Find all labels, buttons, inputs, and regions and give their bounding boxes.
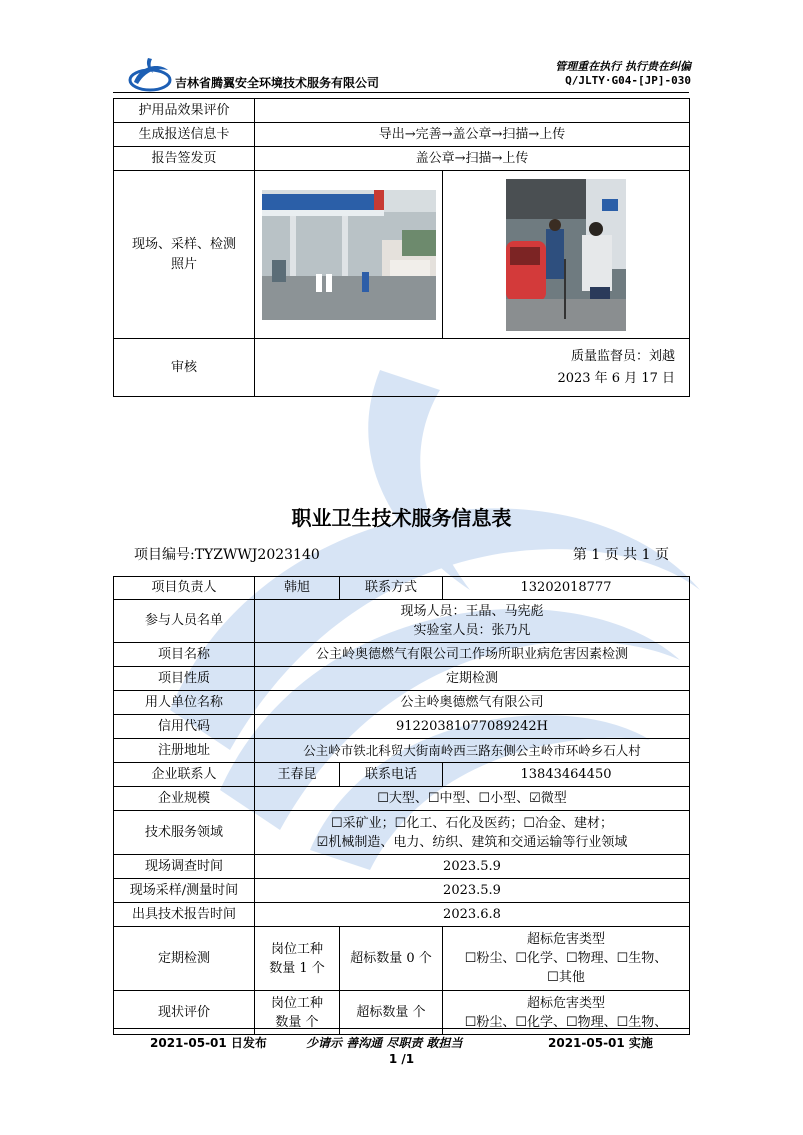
leader-value: 韩旭 — [255, 577, 340, 600]
project-nature-label: 项目性质 — [114, 667, 255, 691]
participants-label: 参与人员名单 — [114, 600, 255, 643]
address-label: 注册地址 — [114, 739, 255, 763]
scale-value: ☐大型、☐中型、☐小型、☑微型 — [255, 787, 690, 811]
sampling-time-value: 2023.5.9 — [255, 879, 690, 903]
table-row — [114, 147, 690, 171]
leader-label: 项目负责人 — [114, 577, 255, 600]
contact-label: 联系方式 — [340, 577, 443, 600]
photos-label — [114, 171, 255, 339]
table-row — [114, 691, 690, 715]
row-value: 盖公章→扫描→上传 — [255, 147, 690, 171]
status-posts-line-2: 数量 个 — [275, 1014, 319, 1030]
photos-row — [114, 171, 690, 339]
employer-label: 用人单位名称 — [114, 691, 255, 715]
field-staff: 现场人员：王晶、马宪彪 — [400, 604, 544, 619]
table-row — [114, 123, 690, 147]
table-row — [114, 667, 690, 691]
domain-line-2: ☑机械制造、电力、纺织、建筑和交通运输等行业领域 — [316, 834, 628, 850]
audit-label: 审核 — [114, 339, 255, 397]
row-value: 导出→完善→盖公章→扫描→上传 — [255, 123, 690, 147]
workflow-table — [113, 98, 690, 397]
table-row — [114, 811, 690, 855]
periodic-hazard-title: 超标危害类型 — [526, 932, 605, 947]
header-divider — [113, 92, 689, 93]
project-number: 项目编号:TYZWWJ2023140 — [134, 547, 320, 563]
footer-divider — [113, 1028, 689, 1029]
domain-label: 技术服务领域 — [114, 811, 255, 855]
audit-info — [255, 339, 690, 397]
row-label: 生成报送信息卡 — [114, 123, 255, 147]
credit-code-value: 91220381077089242H — [255, 715, 690, 739]
sampling-photo — [506, 179, 626, 331]
table-row — [114, 715, 690, 739]
form-title: 职业卫生技术服务信息表 — [291, 506, 512, 530]
status-hazard-title: 超标危害类型 — [526, 995, 605, 1011]
report-time-value: 2023.6.8 — [255, 903, 690, 927]
publish-date: 2021-05-01 日发布 — [150, 1036, 267, 1050]
photos-label-text: 现场、采样、检测照片 — [131, 236, 236, 272]
enterprise-contact-value: 王春昆 — [255, 763, 340, 787]
audit-date: 2023 年 6 月 17 日 — [557, 370, 675, 386]
address-value: 公主岭市铁北科贸大街南岭西三路东侧公主岭市环岭乡石人村 — [255, 739, 690, 763]
project-name-label: 项目名称 — [114, 643, 255, 667]
contact-value: 13202018777 — [443, 577, 690, 600]
service-info-table — [113, 576, 690, 1035]
scale-label: 企业规模 — [114, 787, 255, 811]
row-label: 护用品效果评价 — [114, 99, 255, 123]
periodic-posts-line-1: 岗位工种 — [270, 941, 323, 957]
project-name-value: 公主岭奥德燃气有限公司工作场所职业病危害因素检测 — [255, 643, 690, 667]
enterprise-phone-label: 联系电话 — [340, 763, 443, 787]
table-row — [114, 739, 690, 763]
table-row — [114, 763, 690, 787]
domain-value — [255, 811, 690, 855]
effective-date: 2021-05-01 实施 — [548, 1036, 653, 1050]
page-info: 第 1 页 共 1 页 — [572, 547, 669, 563]
domain-line-1: ☐采矿业；☐化工、石化及医药；☐冶金、建材； — [331, 815, 613, 831]
table-row — [114, 99, 690, 123]
survey-time-label: 现场调查时间 — [114, 855, 255, 879]
company-logo — [128, 56, 172, 92]
enterprise-phone-value: 13843464450 — [443, 763, 690, 787]
footer-motto: 少请示 善沟通 尽职责 敢担当 — [306, 1036, 463, 1050]
photo-cell-1 — [255, 171, 443, 339]
periodic-hazard — [443, 927, 690, 991]
enterprise-contact-label: 企业联系人 — [114, 763, 255, 787]
status-hazard-line-1: ☐粉尘、☐化学、☐物理、☐生物、 — [464, 1014, 668, 1030]
site-photo-gas-station — [262, 190, 436, 320]
table-row — [114, 879, 690, 903]
header-slogan: 管理重在执行 执行贵在纠偏 — [555, 60, 691, 73]
company-name: 吉林省腾翼安全环境技术服务有限公司 — [175, 76, 380, 90]
page-number: 1 /1 — [388, 1052, 415, 1066]
table-row — [114, 787, 690, 811]
table-row — [114, 577, 690, 600]
status-exceed: 超标数量 个 — [340, 991, 443, 1035]
periodic-posts-line-2: 数量 1 个 — [269, 960, 325, 976]
periodic-exceed: 超标数量 0 个 — [340, 927, 443, 991]
sampling-time-label: 现场采样/测量时间 — [114, 879, 255, 903]
table-row — [114, 600, 690, 643]
status-label: 现状评价 — [114, 991, 255, 1035]
project-nature-value: 定期检测 — [255, 667, 690, 691]
row-label: 报告签发页 — [114, 147, 255, 171]
lab-staff: 实验室人员：张乃凡 — [413, 623, 531, 638]
status-posts-line-1: 岗位工种 — [270, 995, 323, 1011]
table-row — [114, 643, 690, 667]
survey-time-value: 2023.5.9 — [255, 855, 690, 879]
periodic-hazard-line-1: ☐粉尘、☐化学、☐物理、☐生物、 — [464, 951, 668, 966]
table-row — [114, 855, 690, 879]
table-row — [114, 927, 690, 991]
photo-cell-2 — [443, 171, 690, 339]
credit-code-label: 信用代码 — [114, 715, 255, 739]
employer-value: 公主岭奥德燃气有限公司 — [255, 691, 690, 715]
periodic-hazard-line-2: ☐其他 — [547, 970, 585, 985]
report-time-label: 出具技术报告时间 — [114, 903, 255, 927]
periodic-posts — [255, 927, 340, 991]
periodic-label: 定期检测 — [114, 927, 255, 991]
table-row — [114, 903, 690, 927]
participants-value — [255, 600, 690, 643]
row-value — [255, 99, 690, 123]
document-code: Q/JLTY·G04-[JP]-030 — [565, 74, 691, 87]
audit-row — [114, 339, 690, 397]
quality-supervisor: 质量监督员：刘越 — [570, 348, 675, 364]
